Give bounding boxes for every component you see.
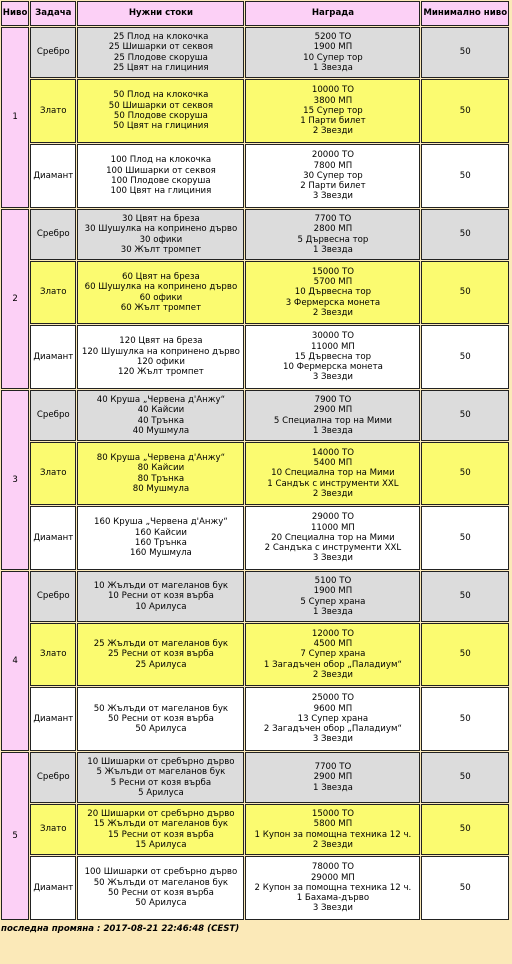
header-task: Задача <box>30 1 76 26</box>
reward-item: 5 Специална тор на Мими <box>273 415 392 426</box>
reward-item: 3 Звезди <box>312 372 353 383</box>
table-row <box>1 687 509 751</box>
reward-item: 1 Загадъчен обор „Паладиум“ <box>263 659 402 670</box>
reward-item: 2 Сандъка с инструменти XXL <box>264 543 402 554</box>
task-cell: Диамант <box>30 687 76 751</box>
reward-item: 5100 ТО <box>314 575 352 586</box>
goods-item: 40 Трънка <box>137 415 185 426</box>
goods-item: 60 Цвят на бреза <box>122 271 200 282</box>
table-row <box>1 209 509 260</box>
reward-cell <box>245 623 420 686</box>
reward-item: 14000 ТО <box>311 447 354 458</box>
reward-item: 3 Фермерска монета <box>285 297 381 308</box>
task-cell: Сребро <box>30 752 76 803</box>
goods-item: 100 Шишарки от сребърно дърво <box>84 867 238 878</box>
reward-cell <box>245 325 420 389</box>
min-level-cell: 50 <box>421 687 509 751</box>
reward-item: 2 Загадъчен обор „Паладиум“ <box>263 724 402 735</box>
table-row <box>1 144 509 208</box>
min-level-cell: 50 <box>421 390 509 441</box>
goods-cell <box>77 390 244 441</box>
header-level: Ниво <box>1 1 29 26</box>
goods-cell <box>77 144 244 208</box>
reward-item: 1 Звезда <box>313 606 353 617</box>
reward-item: 3800 МП <box>313 95 353 106</box>
goods-cell <box>77 79 244 143</box>
reward-item: 5800 МП <box>313 819 353 830</box>
reward-item: 30000 ТО <box>311 331 354 342</box>
header-row <box>1 1 509 26</box>
reward-item: 3 Звезди <box>312 734 353 745</box>
goods-item: 5 Ресни от козя върба <box>110 777 212 788</box>
level-cell: 3 <box>1 390 29 570</box>
level-cell: 5 <box>1 752 29 920</box>
task-cell: Злато <box>30 804 76 855</box>
goods-item: 25 Цвят на глициния <box>113 62 209 73</box>
task-cell: Злато <box>30 623 76 686</box>
reward-item: 15 Дървесна тор <box>294 351 372 362</box>
goods-cell <box>77 261 244 324</box>
reward-item: 2 Звезди <box>312 669 353 680</box>
goods-item: 30 Цвят на бреза <box>122 213 200 224</box>
reward-item: 4500 МП <box>313 639 353 650</box>
goods-item: 25 Жълъди от магеланов бук <box>93 639 229 650</box>
goods-item: 50 Цвят на глициния <box>113 121 209 132</box>
min-level-cell: 50 <box>421 623 509 686</box>
reward-cell <box>245 390 420 441</box>
table-row <box>1 79 509 143</box>
min-level-cell: 50 <box>421 442 509 505</box>
level-cell: 2 <box>1 209 29 389</box>
header-reward: Награда <box>245 1 420 26</box>
goods-cell <box>77 623 244 686</box>
goods-item: 50 Арилуса <box>135 898 187 909</box>
goods-item: 50 Жълъди от магеланов бук <box>93 877 229 888</box>
reward-item: 1 Парти билет <box>300 116 366 127</box>
reward-item: 7900 ТО <box>314 394 352 405</box>
reward-item: 20000 ТО <box>311 150 354 161</box>
reward-item: 10000 ТО <box>311 85 354 96</box>
reward-item: 12000 ТО <box>311 628 354 639</box>
reward-item: 2800 МП <box>313 224 353 235</box>
goods-item: 60 Шушулка на копринено дърво <box>84 282 238 293</box>
min-level-cell: 50 <box>421 79 509 143</box>
reward-item: 1 Звезда <box>313 244 353 255</box>
reward-item: 2 Звезди <box>312 307 353 318</box>
goods-item: 60 Жълт тромпет <box>120 302 202 313</box>
goods-item: 25 Плод на клокочка <box>113 31 209 42</box>
task-cell: Сребро <box>30 571 76 622</box>
table-row <box>1 27 509 78</box>
min-level-cell: 50 <box>421 325 509 389</box>
reward-item: 15 Супер тор <box>303 105 363 116</box>
goods-item: 60 офики <box>139 292 183 303</box>
reward-cell <box>245 261 420 324</box>
min-level-cell: 50 <box>421 261 509 324</box>
goods-item: 50 Шишарки от секвоя <box>108 100 214 111</box>
goods-item: 120 Шушулка на копринено дърво <box>81 346 240 357</box>
goods-item: 15 Арилуса <box>135 839 187 850</box>
reward-item: 5200 ТО <box>314 31 352 42</box>
goods-item: 15 Ресни от козя върба <box>107 829 214 840</box>
reward-item: 11000 МП <box>310 341 355 352</box>
table-row <box>1 623 509 686</box>
goods-cell <box>77 752 244 803</box>
table-row <box>1 261 509 324</box>
reward-item: 2 Купон за помощна техника 12 ч. <box>254 882 412 893</box>
header-min-level: Минимално ниво <box>421 1 509 26</box>
goods-item: 10 Жълъди от магеланов бук <box>93 581 229 592</box>
goods-cell <box>77 856 244 920</box>
goods-cell <box>77 209 244 260</box>
task-cell: Злато <box>30 442 76 505</box>
goods-item: 25 Плодове скоруша <box>113 52 208 63</box>
reward-item: 5400 МП <box>313 458 353 469</box>
header-goods: Нужни стоки <box>77 1 244 26</box>
goods-cell <box>77 442 244 505</box>
reward-item: 13 Супер храна <box>297 713 369 724</box>
goods-item: 50 Ресни от козя върба <box>107 713 214 724</box>
reward-item: 30 Супер тор <box>303 170 363 181</box>
reward-item: 10 Специална тор на Мими <box>271 468 395 479</box>
reward-item: 10 Фермерска монета <box>282 362 383 373</box>
reward-cell <box>245 27 420 78</box>
reward-item: 7 Супер храна <box>300 649 366 660</box>
reward-item: 29000 МП <box>310 872 355 883</box>
min-level-cell: 50 <box>421 506 509 570</box>
goods-cell <box>77 506 244 570</box>
task-cell: Диамант <box>30 856 76 920</box>
goods-item: 30 Шушулка на копринено дърво <box>84 224 238 235</box>
reward-item: 2900 МП <box>313 405 353 416</box>
last-modified-label: последна промяна : <box>1 924 101 934</box>
min-level-cell: 50 <box>421 571 509 622</box>
reward-item: 2 Парти билет <box>300 181 366 192</box>
goods-item: 5 Арилуса <box>138 787 184 798</box>
goods-item: 15 Жълъди от магеланов бук <box>93 819 229 830</box>
goods-item: 40 Круша „Червена д'Анжу“ <box>96 394 226 405</box>
reward-cell <box>245 752 420 803</box>
goods-cell <box>77 687 244 751</box>
goods-item: 25 Шишарки от секвоя <box>108 42 214 53</box>
reward-item: 2 Звезди <box>312 839 353 850</box>
goods-item: 120 Цвят на бреза <box>119 336 203 347</box>
task-cell: Сребро <box>30 27 76 78</box>
goods-item: 80 Мушмула <box>132 483 190 494</box>
reward-item: 1 Купон за помощна техника 12 ч. <box>254 829 412 840</box>
goods-cell <box>77 804 244 855</box>
reward-item: 5 Супер храна <box>300 596 366 607</box>
goods-item: 100 Шишарки от секвоя <box>106 165 216 176</box>
reward-item: 78000 ТО <box>311 862 354 873</box>
table-row <box>1 752 509 803</box>
reward-cell <box>245 571 420 622</box>
task-cell: Диамант <box>30 144 76 208</box>
goods-item: 20 Шишарки от сребърно дърво <box>87 808 235 819</box>
goods-item: 25 Арилуса <box>135 659 187 670</box>
reward-item: 1 Звезда <box>313 425 353 436</box>
reward-item: 5 Дървесна тор <box>297 234 369 245</box>
reward-item: 1900 МП <box>313 586 353 597</box>
reward-item: 2 Звезди <box>312 126 353 137</box>
task-cell: Сребро <box>30 390 76 441</box>
reward-item: 29000 ТО <box>311 512 354 523</box>
reward-item: 10 Супер тор <box>303 52 363 63</box>
goods-item: 160 Мушмула <box>130 548 192 559</box>
table-row <box>1 442 509 505</box>
goods-item: 80 Круша „Червена д'Анжу“ <box>96 452 226 463</box>
goods-item: 50 Ресни от козя върба <box>107 888 214 898</box>
reward-item: 2900 МП <box>313 772 353 783</box>
table-body <box>1 27 509 920</box>
reward-item: 1 Бахама-дърво <box>296 893 370 904</box>
task-cell: Злато <box>30 79 76 143</box>
task-cell: Злато <box>30 261 76 324</box>
goods-item: 30 Жълт тромпет <box>120 244 202 255</box>
goods-item: 80 Кайсии <box>137 463 185 474</box>
goods-item: 50 Жълъди от магеланов бук <box>93 703 229 714</box>
reward-item: 7800 МП <box>313 160 353 171</box>
reward-item: 1 Сандък с инструменти XXL <box>267 478 399 489</box>
reward-item: 7700 ТО <box>314 213 352 224</box>
reward-cell <box>245 144 420 208</box>
reward-item: 3 Звезди <box>312 903 353 914</box>
reward-cell <box>245 79 420 143</box>
reward-cell <box>245 856 420 920</box>
reward-item: 3 Звезди <box>312 553 353 564</box>
goods-item: 160 Круша „Червена д'Анжу“ <box>94 517 228 528</box>
goods-item: 50 Плод на клокочка <box>113 90 209 101</box>
reward-cell <box>245 804 420 855</box>
level-cell: 1 <box>1 27 29 208</box>
goods-cell <box>77 27 244 78</box>
goods-item: 25 Ресни от козя върба <box>107 649 214 660</box>
goods-item: 40 Мушмула <box>132 425 190 436</box>
task-cell: Диамант <box>30 325 76 389</box>
task-cell: Диамант <box>30 506 76 570</box>
min-level-cell: 50 <box>421 804 509 855</box>
reward-cell <box>245 506 420 570</box>
reward-item: 25000 ТО <box>311 693 354 704</box>
reward-item: 5700 МП <box>313 277 353 288</box>
level-cell: 4 <box>1 571 29 751</box>
min-level-cell: 50 <box>421 144 509 208</box>
reward-item: 1 Звезда <box>313 62 353 73</box>
goods-item: 10 Арилуса <box>135 601 187 612</box>
table-row <box>1 325 509 389</box>
reward-item: 1 Звезда <box>313 782 353 793</box>
min-level-cell: 50 <box>421 27 509 78</box>
goods-cell <box>77 571 244 622</box>
table-row <box>1 804 509 855</box>
reward-item: 9600 МП <box>313 703 353 714</box>
goods-item: 40 Кайсии <box>137 405 185 416</box>
goods-item: 100 Плодове скоруша <box>111 176 211 186</box>
table-row <box>1 571 509 622</box>
goods-item: 5 Жълъди от магеланов бук <box>96 767 226 778</box>
reward-item: 15000 ТО <box>311 266 354 277</box>
table-row <box>1 390 509 441</box>
reward-item: 10 Дървесна тор <box>294 287 372 298</box>
reward-item: 1900 МП <box>313 42 353 53</box>
reward-item: 11000 МП <box>310 522 355 533</box>
goods-item: 30 офики <box>139 234 183 245</box>
min-level-cell: 50 <box>421 752 509 803</box>
reward-item: 15000 ТО <box>311 808 354 819</box>
goods-item: 100 Плод на клокочка <box>110 155 212 166</box>
table-row <box>1 856 509 920</box>
goods-item: 120 Жълт тромпет <box>118 367 204 378</box>
goods-item: 10 Ресни от козя върба <box>107 591 214 602</box>
goods-item: 160 Кайсии <box>134 527 187 538</box>
goods-item: 80 Трънка <box>137 473 185 484</box>
reward-cell <box>245 209 420 260</box>
reward-cell <box>245 442 420 505</box>
table-row <box>1 506 509 570</box>
min-level-cell: 50 <box>421 856 509 920</box>
reward-item: 20 Специална тор на Мими <box>271 532 395 543</box>
goods-item: 120 офики <box>136 357 185 367</box>
goods-item: 100 Цвят на глициния <box>110 186 212 197</box>
goods-item: 50 Арилуса <box>135 724 187 735</box>
min-level-cell: 50 <box>421 209 509 260</box>
reward-item: 2 Звезди <box>312 488 353 499</box>
goods-item: 160 Трънка <box>134 538 187 548</box>
goods-cell <box>77 325 244 389</box>
reward-item: 3 Звезди <box>312 191 353 202</box>
reward-item: 7700 ТО <box>314 762 352 773</box>
task-cell: Сребро <box>30 209 76 260</box>
goods-item: 10 Шишарки от сребърно дърво <box>87 756 235 767</box>
reward-cell <box>245 687 420 751</box>
goods-item: 50 Плодове скоруша <box>113 111 208 121</box>
last-modified-timestamp: 2017-08-21 22:46:48 (CEST) <box>103 924 240 934</box>
last-modified <box>1 924 512 934</box>
